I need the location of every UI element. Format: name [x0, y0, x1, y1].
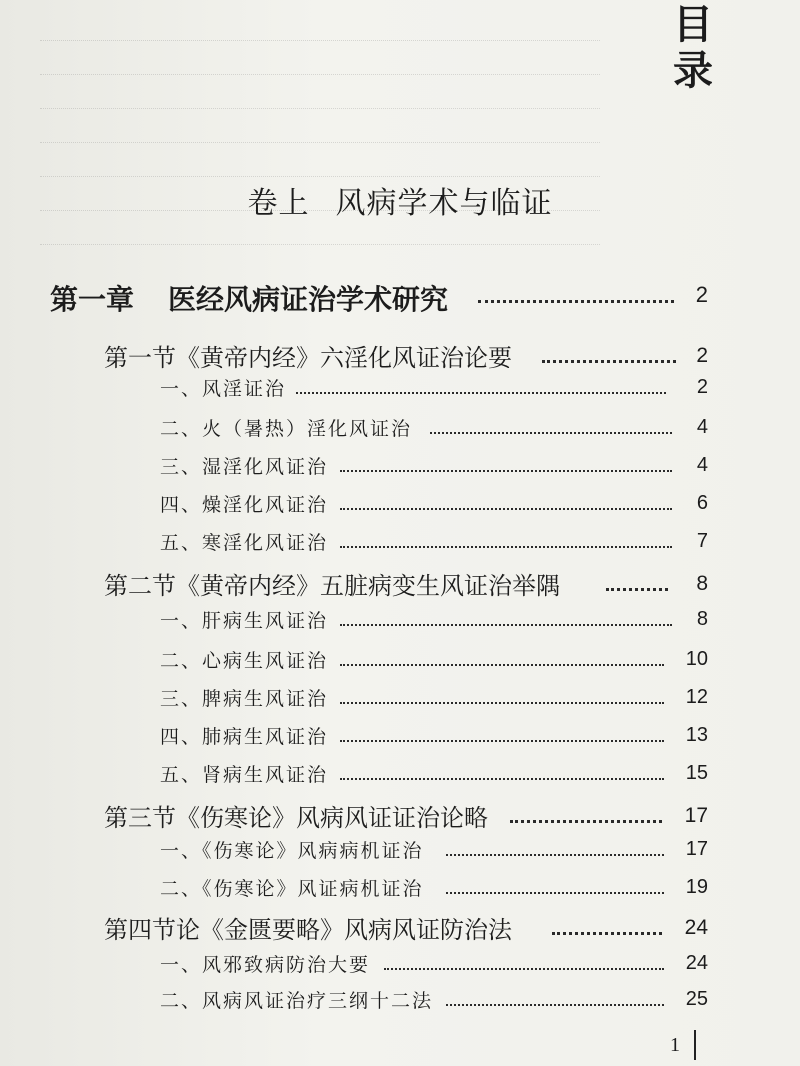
- volume-part: 卷上: [247, 186, 310, 221]
- volume-title: [0, 178, 800, 222]
- toc-section-3[interactable]: [0, 798, 800, 834]
- leader-dots: [446, 854, 664, 856]
- leader-dots: [510, 820, 662, 823]
- leader-dots: [446, 1004, 664, 1006]
- page-number-bar: [694, 1030, 696, 1060]
- toc-section-1[interactable]: [0, 338, 800, 374]
- toc-item[interactable]: [0, 722, 800, 758]
- toc-item[interactable]: [0, 950, 800, 986]
- page-ref: 2: [696, 376, 708, 398]
- item-title: 五、寒淫化风证治: [160, 532, 329, 554]
- toc-item[interactable]: [0, 452, 800, 488]
- toc-item[interactable]: [0, 836, 800, 872]
- leader-dots: [446, 892, 664, 894]
- page-ref: 4: [696, 416, 708, 438]
- item-title: 二、风病风证治疗三纲十二法: [160, 990, 434, 1012]
- item-title: 一、《伤寒论》风病病机证治: [160, 840, 424, 862]
- section-title: 第一节《黄帝内经》六淫化风证治论要: [104, 344, 512, 372]
- toc-item[interactable]: [0, 606, 800, 642]
- item-title: 三、湿淫化风证治: [160, 456, 329, 478]
- toc-item[interactable]: [0, 414, 800, 450]
- section-title: 第三节《伤寒论》风病风证证治论略: [104, 804, 488, 832]
- leader-dots: [384, 968, 664, 970]
- page-number: 1: [670, 1034, 680, 1056]
- leader-dots: [340, 778, 664, 780]
- toc-item[interactable]: [0, 490, 800, 526]
- toc-item[interactable]: [0, 760, 800, 796]
- item-title: 二、《伤寒论》风证病机证治: [160, 878, 424, 900]
- item-title: 二、心病生风证治: [160, 650, 329, 672]
- page-ref: 17: [684, 804, 708, 827]
- toc-section-2[interactable]: [0, 566, 800, 602]
- page-ref: 25: [685, 988, 708, 1010]
- item-title: 一、肝病生风证治: [160, 610, 329, 632]
- toc-chapter-1[interactable]: [0, 278, 800, 314]
- page-ref: 13: [685, 724, 708, 746]
- volume-name: 风病学术与临证: [335, 186, 553, 221]
- page-ref: 24: [684, 916, 708, 939]
- leader-dots: [340, 702, 664, 704]
- item-title: 四、肺病生风证治: [160, 726, 329, 748]
- leader-dots: [340, 470, 672, 472]
- leader-dots: [552, 932, 662, 935]
- page-ref: 15: [685, 762, 708, 784]
- toc-item[interactable]: [0, 646, 800, 682]
- item-title: 二、火（暑热）淫化风证治: [160, 418, 413, 440]
- leader-dots: [340, 546, 672, 548]
- section-title: 第四节论《金匮要略》风病风证防治法: [104, 916, 512, 944]
- page-ref: 7: [696, 530, 708, 552]
- page-ref: 8: [696, 572, 708, 595]
- chapter-title: 第一章 医经风病证治学术研究: [50, 283, 449, 316]
- leader-dots: [340, 624, 672, 626]
- leader-dots: [478, 300, 674, 303]
- item-title: 一、风淫证治: [160, 378, 287, 400]
- page-ref: 4: [696, 454, 708, 476]
- toc-item[interactable]: [0, 374, 800, 410]
- leader-dots: [340, 740, 664, 742]
- page-ref: 12: [685, 686, 708, 708]
- leader-dots: [340, 664, 664, 666]
- section-title: 第二节《黄帝内经》五脏病变生风证治举隅: [104, 572, 560, 600]
- item-title: 三、脾病生风证治: [160, 688, 329, 710]
- toc-item[interactable]: [0, 528, 800, 564]
- toc-item[interactable]: [0, 684, 800, 720]
- page-ref: 8: [696, 608, 708, 630]
- toc-section-4[interactable]: [0, 910, 800, 946]
- item-title: 一、风邪致病防治大要: [160, 954, 371, 976]
- page-ref: 17: [685, 838, 708, 860]
- item-title: 四、燥淫化风证治: [160, 494, 329, 516]
- toc-heading: 目录: [673, 1, 713, 94]
- page-ref: 19: [685, 876, 708, 898]
- toc-item[interactable]: [0, 874, 800, 910]
- page-ref: 6: [696, 492, 708, 514]
- leader-dots: [430, 432, 672, 434]
- page-ref: 10: [685, 648, 708, 670]
- toc-item[interactable]: [0, 986, 800, 1022]
- page-ref: 2: [696, 344, 708, 367]
- leader-dots: [340, 508, 672, 510]
- leader-dots: [296, 392, 666, 394]
- item-title: 五、肾病生风证治: [160, 764, 329, 786]
- page-ref: 2: [695, 282, 708, 307]
- page-ref: 24: [685, 952, 708, 974]
